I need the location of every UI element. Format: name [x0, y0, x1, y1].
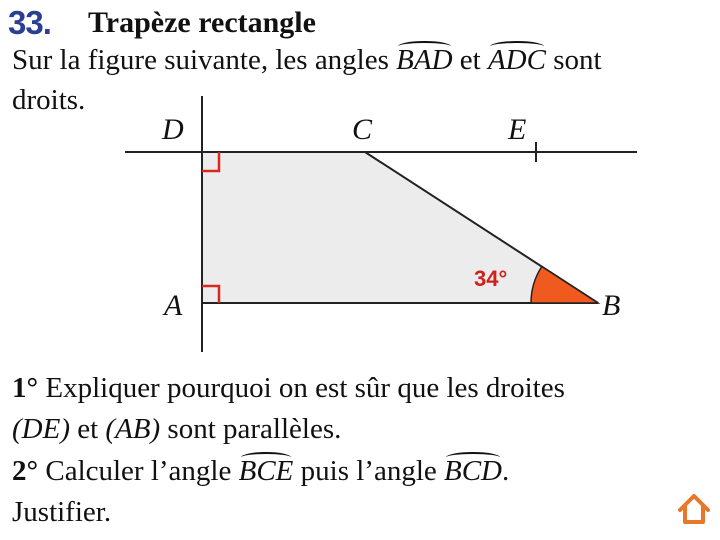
label-d: D	[162, 113, 184, 146]
label-e: E	[508, 113, 527, 146]
label-a: A	[164, 289, 183, 322]
question-2-period: .	[502, 455, 510, 487]
intro-and: et	[459, 44, 481, 76]
angle-bcd: BCD	[444, 455, 502, 487]
question-2-line-1	[12, 455, 509, 488]
question-2-text: Calculer l’angle	[38, 455, 239, 487]
intro-text: Sur la figure suivante, les angles	[12, 44, 389, 76]
angle-b-sector	[531, 267, 598, 304]
question-1-number: 1°	[12, 372, 39, 404]
angle-bad: BAD	[396, 44, 453, 76]
question-2-number: 2°	[12, 455, 39, 487]
label-c: C	[352, 113, 373, 146]
question-2-text-mid: puis l’angle	[293, 455, 444, 487]
intro-line-2: droits.	[12, 84, 86, 116]
question-1-text: Expliquer pourquoi on est sûr que les droites	[38, 372, 565, 404]
question-1-et: et	[69, 413, 106, 445]
line-de-name: (DE)	[12, 413, 70, 445]
intro-text-sont: sont	[553, 44, 602, 76]
line-ab-name: (AB)	[105, 413, 161, 445]
question-1-line-2	[12, 413, 341, 446]
angle-adc: ADC	[487, 44, 546, 76]
question-2-line-2: Justifier.	[12, 496, 112, 528]
angle-value-label: 34°	[474, 266, 508, 291]
exercise-title: Trapèze rectangle	[88, 6, 316, 39]
angle-bce: BCE	[238, 455, 294, 487]
label-b: B	[602, 289, 621, 322]
home-icon[interactable]	[676, 492, 712, 526]
exercise-number: 33.	[8, 4, 51, 41]
question-1-text-end: sont parallèles.	[160, 413, 342, 445]
question-1-line-1	[12, 372, 565, 405]
